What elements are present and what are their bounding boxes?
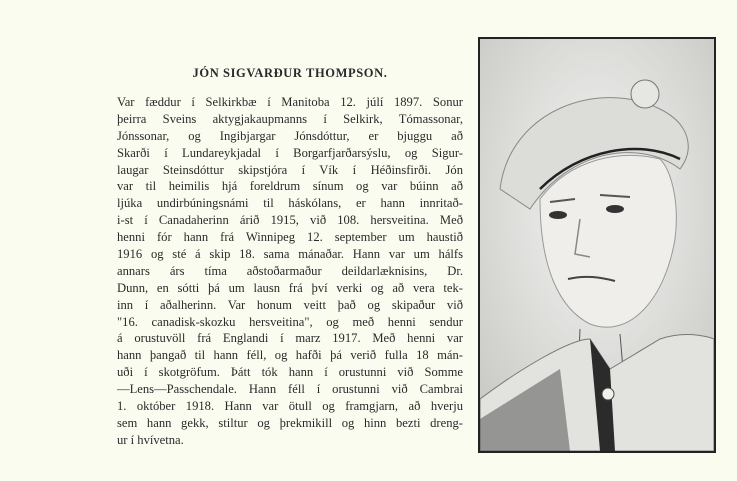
text-line: Dunn, en sótti þá um lausn frá því verki og að vera tek- — [117, 280, 463, 295]
text-line: annars árs tíma aðstoðarmaður deildarlæknisins, Dr. — [117, 263, 463, 278]
text-line: henni fór hann frá Winnipeg 12. september um haustið — [117, 230, 463, 245]
text-line: 1. október 1918. Hann var ötull og framgjarn, að hverju — [117, 399, 463, 414]
soldier-portrait-photo — [478, 37, 716, 453]
text-line: Jónssonar, og Ingibjargar Jónsdóttur, er bjuggu að — [117, 128, 463, 143]
text-line: ljúka undirbúningsnámi til háskólans, er hann innritað- — [117, 196, 463, 211]
text-line: Skarði í Lundareykjadal í Borgarfjarðarsýslu, og Sigur- — [117, 145, 463, 160]
text-line: var til heimilis hjá foreldrum sínum og var búinn að — [117, 179, 463, 194]
text-line: laugar Steinsdóttur skipstjóra í Vík í Héðinsfirði. Jón — [117, 162, 463, 177]
page-title: JÓN SIGVARÐUR THOMPSON. — [192, 66, 388, 80]
portrait-illustration — [480, 39, 714, 451]
text-line: inn í aðalherinn. Var honum veitt það og skipaður við — [117, 297, 463, 312]
text-line: i-st í Canadaherinn árið 1915, við 108. hersveitina. Með — [117, 213, 463, 228]
text-line: þeirra Sveins aktygjakaupmanns í Selkirk, Tómassonar, — [117, 111, 463, 126]
text-line: sem hann gekk, stiltur og þrekmikill og hinn bezti dreng- — [117, 415, 463, 430]
text-line: á orustuvöll frá Englandi í marz 1917. Með henni var — [117, 331, 463, 346]
text-line: 1916 og sté á skip 18. sama mánaðar. Hann var um hálfs — [117, 247, 463, 262]
biography-text — [117, 94, 463, 449]
text-line: —Lens—Passchendale. Hann féll í orustunni við Cambrai — [117, 382, 463, 397]
text-line: "16. canadisk-skozku hersveitina", og með henni sendur — [117, 314, 463, 329]
text-line: hann þangað til hann féll, og hafði þá verið fulla 18 mán- — [117, 348, 463, 363]
text-line: uði í skotgröfum. Þátt tók hann í orustunni við Somme — [117, 365, 463, 380]
text-line: ur í hvívetna. — [117, 432, 184, 447]
text-line: Var fæddur í Selkirkbæ í Manitoba 12. júlí 1897. Sonur — [117, 95, 463, 109]
